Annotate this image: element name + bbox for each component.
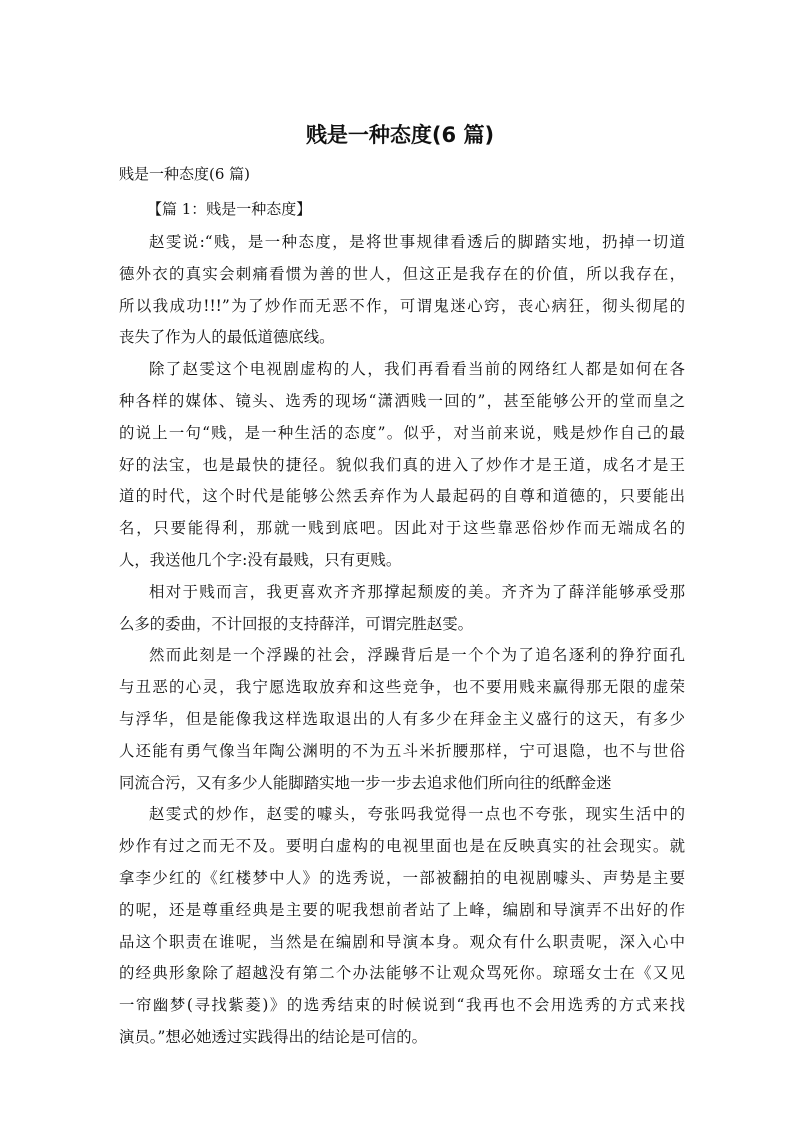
text-line: 的经典形象除了超越没有第二个办法能够不让观众骂死你。琼瑶女士在《又见 — [119, 964, 685, 983]
text-line: 人还能有勇气像当年陶公渊明的不为五斗米折腰那样，宁可退隐，也不与世俗 — [119, 741, 685, 760]
text-line: 么多的委曲，不计回报的支持薛洋，可谓完胜赵雯。 — [119, 614, 473, 633]
text-line: 同流合污，又有多少人能脚踏实地一步一步去追求他们所向往的纸醉金迷 — [119, 773, 612, 792]
text-line: 然而此刻是一个浮躁的社会，浮躁背后是一个个为了追名逐利的狰狞面孔 — [149, 646, 685, 665]
text-line: 除了赵雯这个电视剧虚构的人，我们再看看当前的网络红人都是如何在各 — [149, 360, 685, 379]
text-line: 炒作有过之而无不及。要明白虚构的电视里面也是在反映真实的社会现实。就 — [119, 837, 685, 856]
text-line: 演员。”想必她透过实践得出的结论是可信的。 — [119, 1027, 427, 1046]
paragraph — [119, 354, 685, 577]
text-line: 的呢，还是尊重经典是主要的呢我想前者站了上峰，编剧和导演弄不出好的作 — [119, 900, 685, 919]
text-line: 所以我成功!!!”为了炒作而无恶不作，可谓鬼迷心窍，丧心病狂，彻头彻尾的 — [119, 296, 685, 315]
text-line: 赵雯式的炒作，赵雯的噱头，夸张吗我觉得一点也不夸张，现实生活中的 — [149, 805, 685, 824]
paragraph — [119, 799, 685, 1053]
text-line: 一帘幽梦(寻找紫菱)》的选秀结束的时候说到“我再也不会用选秀的方式来找 — [119, 996, 685, 1015]
text-line: 种各样的媒体、镜头、选秀的现场“潇洒贱一回的”，甚至能够公开的堂而皇之 — [119, 391, 685, 410]
text-line: 品这个职责在谁呢，当然是在编剧和导演本身。观众有什么职责呢，深入心中 — [119, 932, 685, 951]
document-subtitle: 贱是一种态度(6 篇) — [119, 165, 251, 183]
text-line: 人，我送他几个字:没有最贱，只有更贱。 — [119, 550, 402, 569]
paragraph — [119, 640, 685, 799]
document-title: 贱是一种态度(6 篇) — [305, 123, 495, 147]
text-line: 名，只要能得利，那就一贱到底吧。因此对于这些靠恶俗炒作而无端成名的 — [119, 519, 685, 538]
text-line: 拿李少红的《红楼梦中人》的选秀说，一部被翻拍的电视剧噱头、声势是主要 — [119, 868, 685, 887]
paragraph — [119, 577, 685, 641]
section-heading: 【篇 1：贱是一种态度】 — [147, 200, 312, 218]
text-line: 道的时代，这个时代是能够公然丢弃作为人最起码的自尊和道德的，只要能出 — [119, 487, 685, 506]
text-line: 相对于贱而言，我更喜欢齐齐那撑起颓废的美。齐齐为了薛洋能够承受那 — [149, 582, 685, 601]
text-line: 好的法宝，也是最快的捷径。貌似我们真的进入了炒作才是王道，成名才是王 — [119, 455, 685, 474]
text-line: 与浮华，但是能像我这样选取退出的人有多少在拜金主义盛行的这天，有多少 — [119, 709, 685, 728]
text-line: 德外衣的真实会刺痛看惯为善的世人，但这正是我存在的价值，所以我存在， — [119, 264, 685, 283]
text-line: 的说上一句“贱，是一种生活的态度”。似乎，对当前来说，贱是炒作自己的最 — [119, 423, 685, 442]
text-line: 丧失了作为人的最低道德底线。 — [119, 328, 335, 347]
paragraph — [119, 227, 685, 354]
body-text — [119, 227, 685, 1054]
text-line: 与丑恶的心灵，我宁愿选取放弃和这些竞争，也不要用贱来赢得那无限的虚荣 — [119, 678, 685, 697]
text-line: 赵雯说:“贱，是一种态度，是将世事规律看透后的脚踏实地，扔掉一切道 — [149, 233, 685, 251]
